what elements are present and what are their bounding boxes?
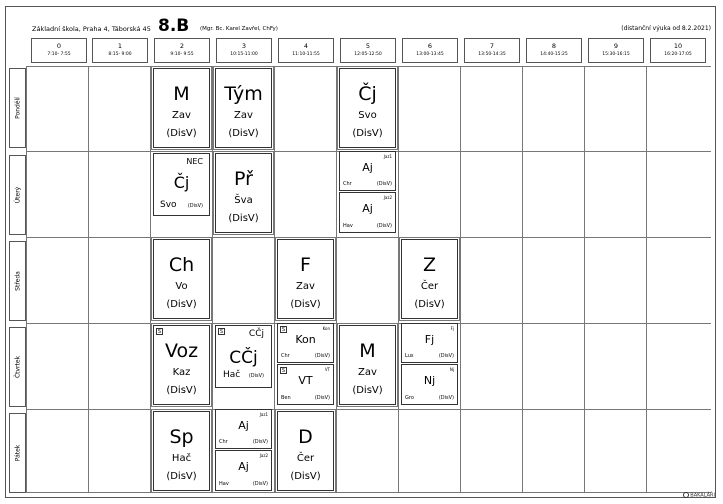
lesson-group: NEC bbox=[186, 157, 203, 166]
period-time: 7:10- 7:55 bbox=[47, 52, 71, 57]
lesson-teacher: Gro bbox=[405, 395, 414, 401]
lesson-subject: Aj bbox=[362, 161, 373, 174]
lesson-group: Kon bbox=[322, 326, 330, 331]
period-time: 8:15- 9:00 bbox=[108, 52, 132, 57]
period-number: 0 bbox=[56, 42, 62, 50]
grid-line bbox=[26, 66, 27, 493]
lesson-group: Jaz2 bbox=[383, 195, 392, 200]
day-label-friday: Pátek bbox=[9, 413, 26, 493]
grid-line bbox=[522, 66, 523, 493]
lesson-subject: Čj bbox=[358, 83, 377, 105]
lesson-cell-tue-2[interactable] bbox=[153, 153, 210, 216]
lesson-subject: Fj bbox=[424, 333, 435, 346]
lesson-room: (DisV) bbox=[290, 299, 321, 310]
lesson-cell-tue-5-group1[interactable] bbox=[339, 151, 396, 191]
lesson-subject: CČj bbox=[229, 348, 258, 368]
lesson-subject: Kon bbox=[295, 333, 316, 346]
lesson-group: Fj bbox=[450, 326, 454, 331]
period-time: 10:15-11:00 bbox=[230, 52, 258, 57]
distance-learning-note: (distanční výuka od 8.2.2021) bbox=[621, 25, 711, 32]
lesson-room: (DisV) bbox=[314, 395, 330, 401]
class-name: 8.B bbox=[158, 16, 190, 36]
grid-line bbox=[26, 237, 711, 238]
week-marker: S bbox=[281, 327, 286, 333]
lesson-room: (DisV) bbox=[166, 128, 197, 139]
period-time: 9:10- 9:55 bbox=[170, 52, 194, 57]
lesson-teacher: Hač bbox=[171, 453, 192, 464]
lesson-teacher: Vo bbox=[175, 281, 188, 292]
lesson-teacher: Hav bbox=[343, 223, 353, 229]
lesson-teacher: Hač bbox=[223, 370, 241, 380]
grid-line bbox=[460, 66, 461, 493]
lesson-subject: Voz bbox=[164, 340, 199, 362]
period-header-6 bbox=[402, 38, 458, 63]
period-header-10 bbox=[650, 38, 706, 63]
lesson-cell-tue-3[interactable] bbox=[215, 153, 272, 233]
lesson-room: (DisV) bbox=[438, 353, 454, 359]
grid-line bbox=[26, 409, 711, 410]
lesson-room: (DisV) bbox=[252, 439, 268, 445]
period-number: 3 bbox=[241, 42, 247, 50]
lesson-room: (DisV) bbox=[166, 299, 197, 310]
lesson-room: (DisV) bbox=[352, 128, 383, 139]
lesson-subject: Aj bbox=[238, 419, 249, 432]
period-time: 12:05-12:50 bbox=[354, 52, 382, 57]
lesson-teacher: Ben bbox=[281, 395, 291, 401]
grid-line bbox=[88, 66, 89, 493]
lesson-cell-mon-5[interactable] bbox=[339, 68, 396, 148]
lesson-room: (DisV) bbox=[248, 373, 264, 379]
period-header-9 bbox=[588, 38, 644, 63]
period-number: 7 bbox=[489, 42, 495, 50]
period-time: 13:50-14:35 bbox=[478, 52, 506, 57]
lesson-cell-fri-4[interactable] bbox=[277, 411, 334, 491]
lesson-teacher: Kaz bbox=[172, 367, 191, 378]
lesson-teacher: Chr bbox=[219, 439, 228, 445]
lesson-cell-tue-5-group2[interactable] bbox=[339, 192, 396, 233]
lesson-subject: VT bbox=[298, 374, 313, 387]
lesson-teacher: Svo bbox=[358, 110, 377, 121]
period-header-0 bbox=[31, 38, 87, 63]
lesson-cell-wed-2[interactable] bbox=[153, 239, 210, 319]
day-label-thursday: Čtvrtek bbox=[9, 327, 26, 407]
lesson-room: (DisV) bbox=[352, 385, 383, 396]
lesson-group: Jaz1 bbox=[383, 154, 392, 159]
lesson-room: (DisV) bbox=[376, 181, 392, 187]
lesson-cell-thu-6-group2[interactable] bbox=[401, 364, 458, 405]
logo-icon bbox=[683, 492, 689, 498]
week-marker: S bbox=[157, 329, 162, 335]
lesson-teacher: Zav bbox=[234, 110, 253, 121]
lesson-subject: F bbox=[300, 254, 311, 276]
period-number: 9 bbox=[613, 42, 619, 50]
lesson-group: Jaz1 bbox=[259, 412, 268, 417]
period-header-2 bbox=[154, 38, 210, 63]
school-name: Základní škola, Praha 4, Táborská 45 bbox=[32, 25, 151, 33]
lesson-subject: M bbox=[359, 340, 376, 362]
grid-line bbox=[274, 66, 275, 493]
grid-line bbox=[150, 66, 151, 493]
lesson-room: (DisV) bbox=[376, 223, 392, 229]
lesson-teacher: Svo bbox=[160, 200, 177, 210]
period-header-7 bbox=[464, 38, 520, 63]
lesson-group: Nj bbox=[449, 367, 454, 372]
period-header-4 bbox=[278, 38, 334, 63]
lesson-teacher: Chr bbox=[343, 181, 352, 187]
day-label-wednesday: Středa bbox=[9, 241, 26, 321]
lesson-room: (DisV) bbox=[166, 471, 197, 482]
lesson-room: (DisV) bbox=[187, 203, 203, 209]
period-number: 8 bbox=[551, 42, 557, 50]
lesson-teacher: Lus bbox=[405, 353, 414, 359]
grid-line bbox=[336, 66, 337, 493]
lesson-teacher: Šva bbox=[234, 195, 253, 206]
lesson-group: CČj bbox=[248, 329, 264, 339]
lesson-subject: Ch bbox=[168, 254, 195, 276]
lesson-cell-fri-3-group2[interactable] bbox=[215, 450, 272, 491]
lesson-cell-wed-4[interactable] bbox=[277, 239, 334, 319]
lesson-subject: Aj bbox=[362, 202, 373, 215]
grid-line bbox=[26, 323, 711, 324]
period-time: 11:10-11:55 bbox=[292, 52, 320, 57]
lesson-subject: D bbox=[298, 426, 313, 448]
lesson-cell-thu-3[interactable] bbox=[215, 325, 272, 388]
period-header-1 bbox=[92, 38, 148, 63]
lesson-subject: M bbox=[173, 83, 190, 105]
lesson-room: (DisV) bbox=[438, 395, 454, 401]
grid-line bbox=[212, 66, 213, 493]
period-header-8 bbox=[526, 38, 582, 63]
lesson-room: (DisV) bbox=[252, 481, 268, 487]
lesson-cell-thu-4-group1[interactable] bbox=[277, 323, 334, 363]
period-header-3 bbox=[216, 38, 272, 63]
lesson-teacher: Zav bbox=[358, 367, 377, 378]
lesson-subject: Aj bbox=[238, 460, 249, 473]
period-time: 14:40-15:25 bbox=[540, 52, 568, 57]
lesson-teacher: Zav bbox=[172, 110, 191, 121]
period-number: 5 bbox=[365, 42, 371, 50]
week-marker: S bbox=[281, 368, 286, 374]
lesson-group: VT bbox=[324, 367, 330, 372]
lesson-teacher: Hav bbox=[219, 481, 229, 487]
lesson-cell-fri-3-group1[interactable] bbox=[215, 409, 272, 449]
week-marker: S bbox=[219, 329, 224, 335]
lesson-room: (DisV) bbox=[290, 471, 321, 482]
lesson-cell-mon-3[interactable] bbox=[215, 68, 272, 148]
lesson-cell-mon-2[interactable] bbox=[153, 68, 210, 148]
grid-line bbox=[398, 66, 399, 493]
period-header-5 bbox=[340, 38, 396, 63]
period-number: 10 bbox=[673, 42, 683, 50]
class-teacher: (Mgr. Bc. Karel Zavřel, ChFy) bbox=[200, 26, 278, 32]
lesson-room: (DisV) bbox=[314, 353, 330, 359]
period-time: 15:30-16:15 bbox=[602, 52, 630, 57]
lesson-subject: Nj bbox=[423, 374, 436, 387]
lesson-room: (DisV) bbox=[228, 213, 259, 224]
lesson-teacher: Zav bbox=[296, 281, 315, 292]
lesson-subject: Tým bbox=[224, 83, 263, 105]
bakalari-logo: BAKALÁŘI bbox=[683, 492, 715, 499]
lesson-cell-thu-5[interactable] bbox=[339, 325, 396, 405]
grid-line bbox=[646, 66, 647, 493]
lesson-subject: Sp bbox=[169, 426, 194, 448]
period-number: 1 bbox=[117, 42, 123, 50]
period-number: 6 bbox=[427, 42, 433, 50]
period-time: 13:00-13:45 bbox=[416, 52, 444, 57]
lesson-room: (DisV) bbox=[166, 385, 197, 396]
day-label-tuesday: Úterý bbox=[9, 155, 26, 235]
period-time: 16:20-17:05 bbox=[664, 52, 692, 57]
lesson-cell-fri-2[interactable] bbox=[153, 411, 210, 491]
lesson-cell-wed-6[interactable] bbox=[401, 239, 458, 319]
lesson-group: Jaz2 bbox=[259, 453, 268, 458]
lesson-teacher: Čer bbox=[420, 281, 439, 292]
lesson-cell-thu-4-group2[interactable] bbox=[277, 364, 334, 405]
lesson-subject: Z bbox=[422, 254, 437, 276]
period-number: 4 bbox=[303, 42, 309, 50]
lesson-room: (DisV) bbox=[414, 299, 445, 310]
lesson-cell-thu-6-group1[interactable] bbox=[401, 323, 458, 363]
grid-line bbox=[584, 66, 585, 493]
period-number: 2 bbox=[179, 42, 185, 50]
lesson-cell-thu-2[interactable] bbox=[153, 325, 210, 405]
lesson-teacher: Čer bbox=[296, 453, 315, 464]
lesson-room: (DisV) bbox=[228, 128, 259, 139]
lesson-teacher: Chr bbox=[281, 353, 290, 359]
lesson-subject: Čj bbox=[173, 173, 190, 192]
day-label-monday: Pondělí bbox=[9, 68, 26, 148]
lesson-subject: Př bbox=[234, 168, 253, 190]
